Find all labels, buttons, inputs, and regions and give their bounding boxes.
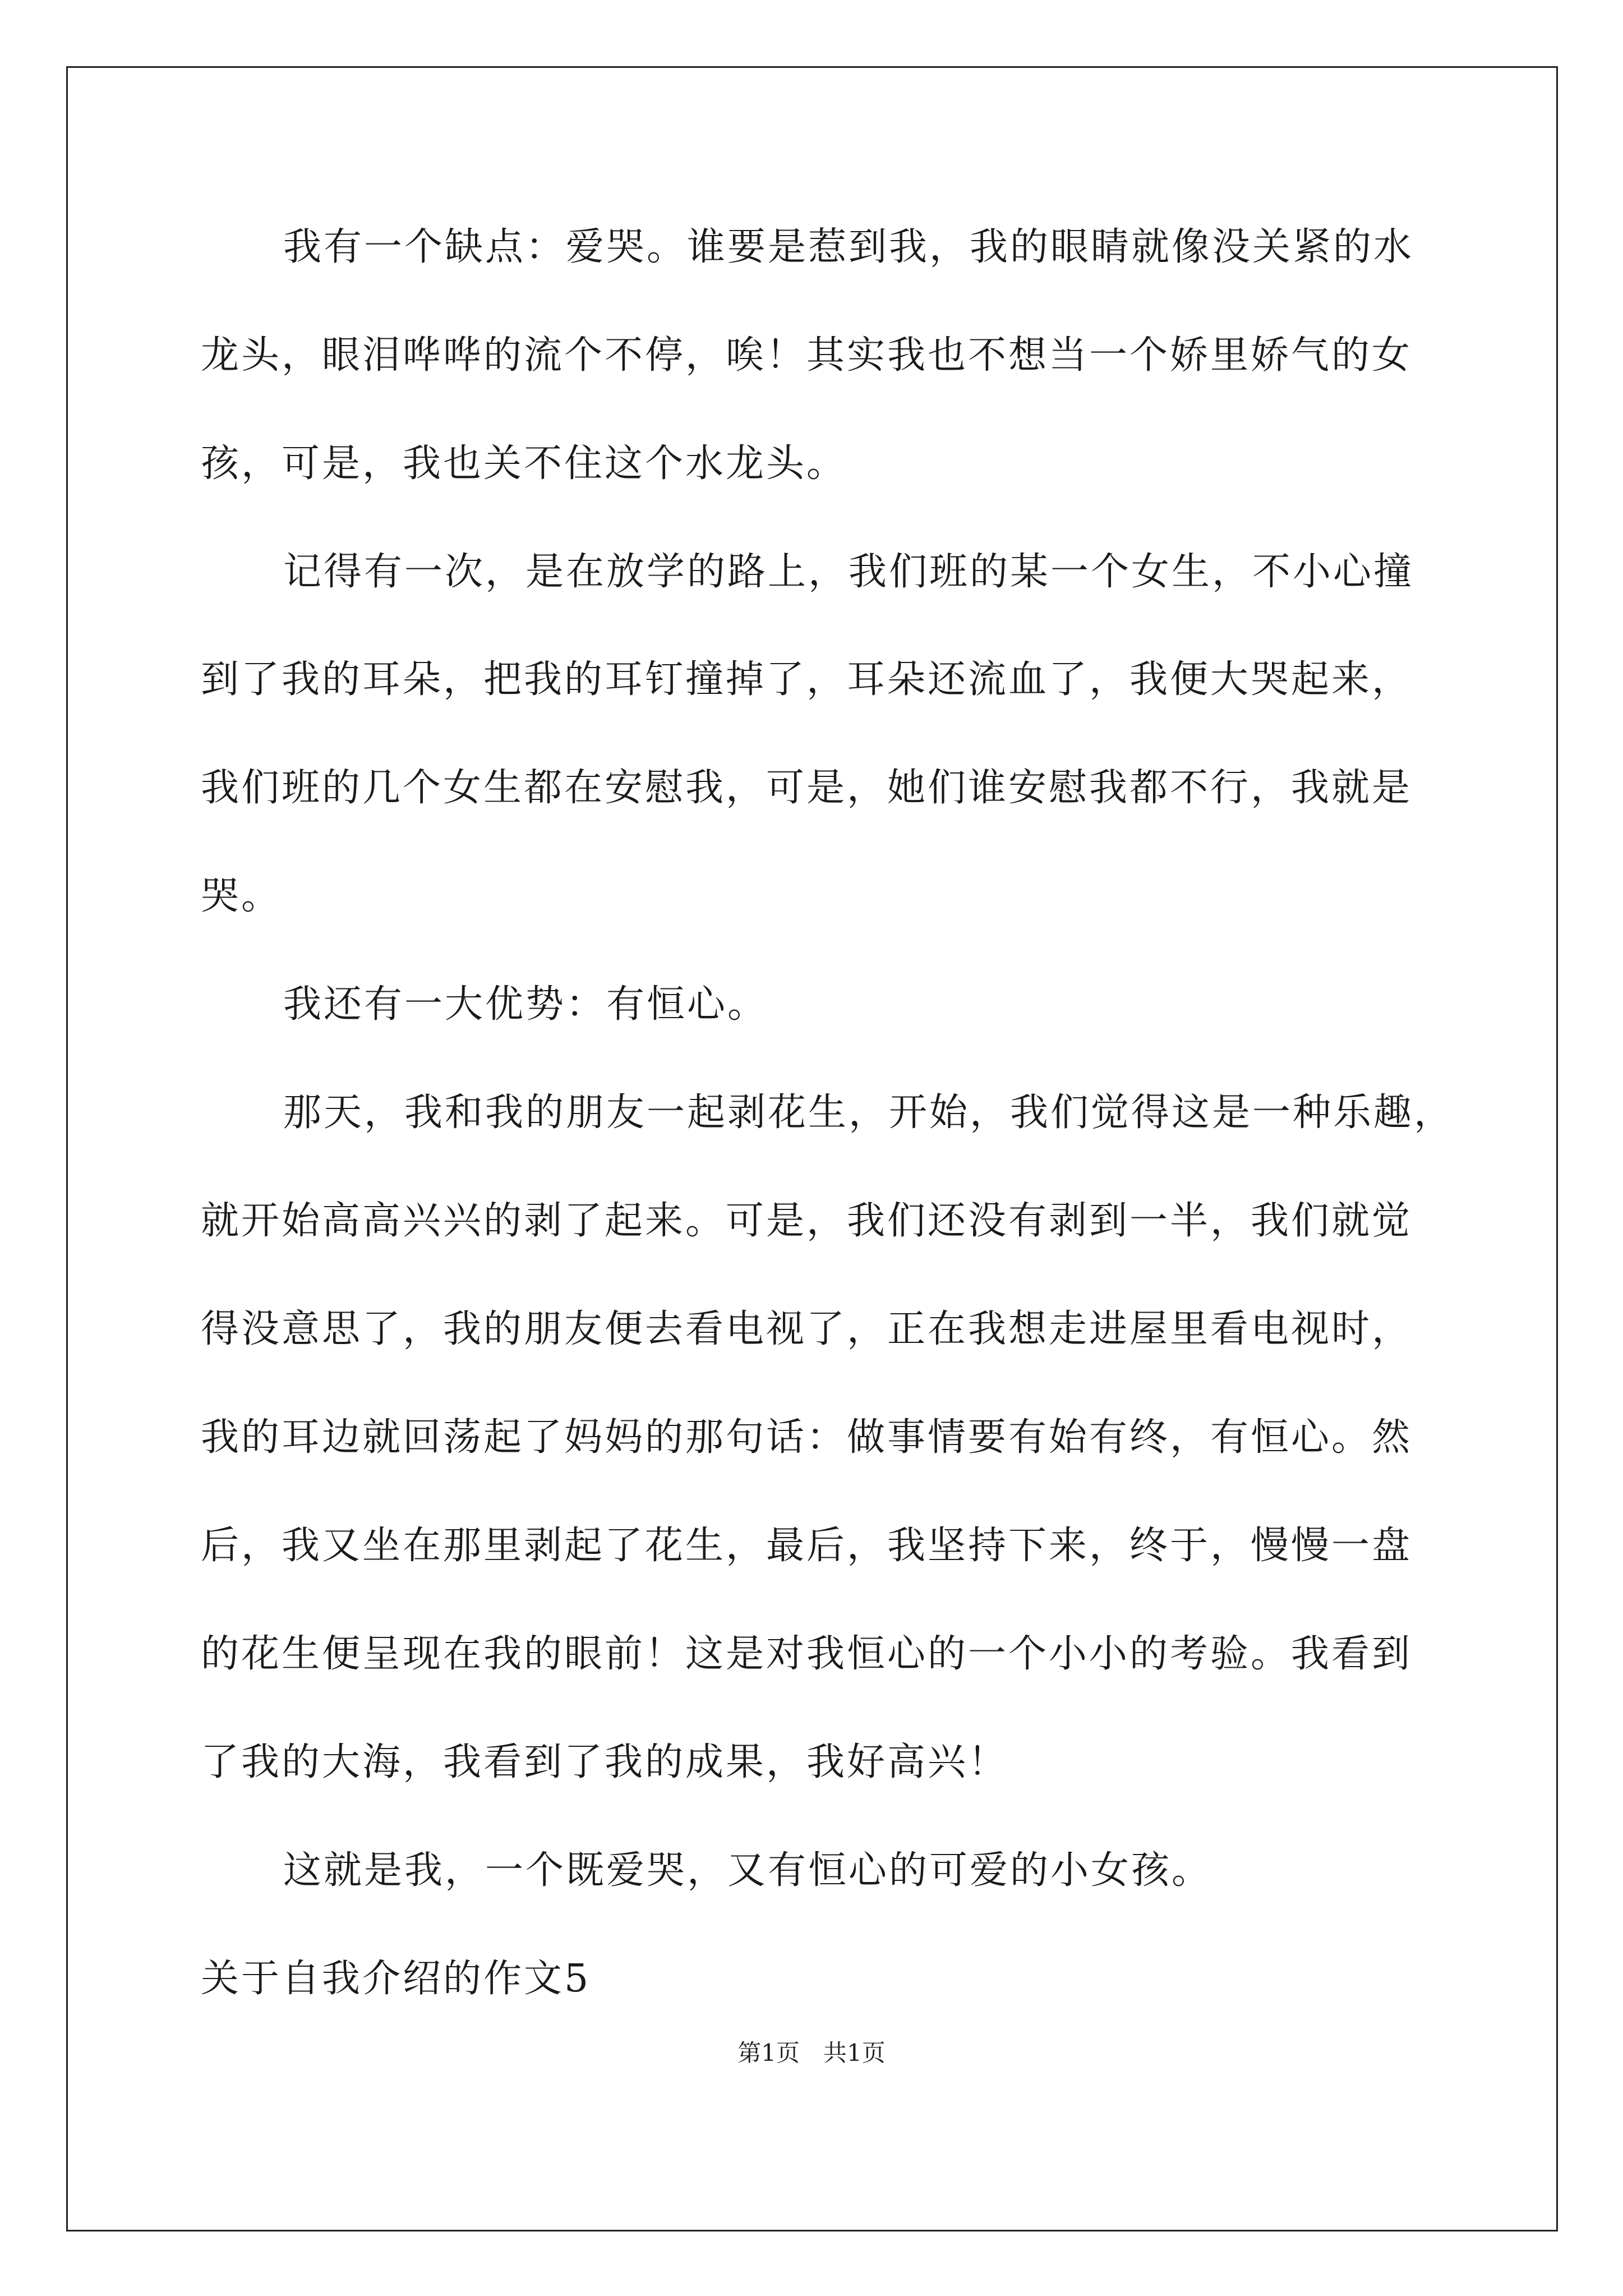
- paragraph-4-line-1: 那天，我和我的朋友一起剥花生，开始，我们觉得这是一种乐趣，: [283, 1091, 1455, 1135]
- paragraph-4-line-2: 就开始高高兴兴的剥了起来。可是，我们还没有剥到一半，我们就觉: [201, 1199, 1413, 1243]
- paragraph-1-line-3: 孩，可是，我也关不住这个水龙头。: [201, 441, 847, 486]
- paragraph-2-line-3: 我们班的几个女生都在安慰我，可是，她们谁安慰我都不行，我就是: [201, 766, 1413, 810]
- page-number-footer: 第1页 共1页: [737, 2039, 886, 2067]
- paragraph-4-line-5: 后，我又坐在那里剥起了花生，最后，我坚持下来，终于，慢慢一盘: [201, 1524, 1413, 1568]
- paragraph-2-line-2: 到了我的耳朵，把我的耳钉撞掉了，耳朵还流血了，我便大哭起来，: [201, 657, 1413, 702]
- paragraph-5-line-1: 这就是我，一个既爱哭，又有恒心的可爱的小女孩。: [283, 1848, 1212, 1893]
- page-border: [66, 66, 1558, 2231]
- paragraph-1-line-2: 龙头，眼泪哗哗的流个不停，唉！其实我也不想当一个娇里娇气的女: [201, 333, 1413, 378]
- section-title: 关于自我介绍的作文5: [201, 1957, 591, 2001]
- paragraph-3-line-1: 我还有一大优势：有恒心。: [283, 982, 768, 1027]
- paragraph-2-line-4: 哭。: [201, 874, 282, 918]
- paragraph-1-line-1: 我有一个缺点：爱哭。谁要是惹到我，我的眼睛就像没关紧的水: [283, 225, 1414, 269]
- paragraph-4-line-6: 的花生便呈现在我的眼前！这是对我恒心的一个小小的考验。我看到: [201, 1632, 1413, 1676]
- paragraph-4-line-4: 我的耳边就回荡起了妈妈的那句话：做事情要有始有终，有恒心。然: [201, 1415, 1413, 1460]
- paragraph-2-line-1: 记得有一次，是在放学的路上，我们班的某一个女生，不小心撞: [283, 550, 1414, 594]
- paragraph-4-line-3: 得没意思了，我的朋友便去看电视了，正在我想走进屋里看电视时，: [201, 1307, 1413, 1351]
- paragraph-4-line-7: 了我的大海，我看到了我的成果，我好高兴！: [201, 1740, 1009, 1784]
